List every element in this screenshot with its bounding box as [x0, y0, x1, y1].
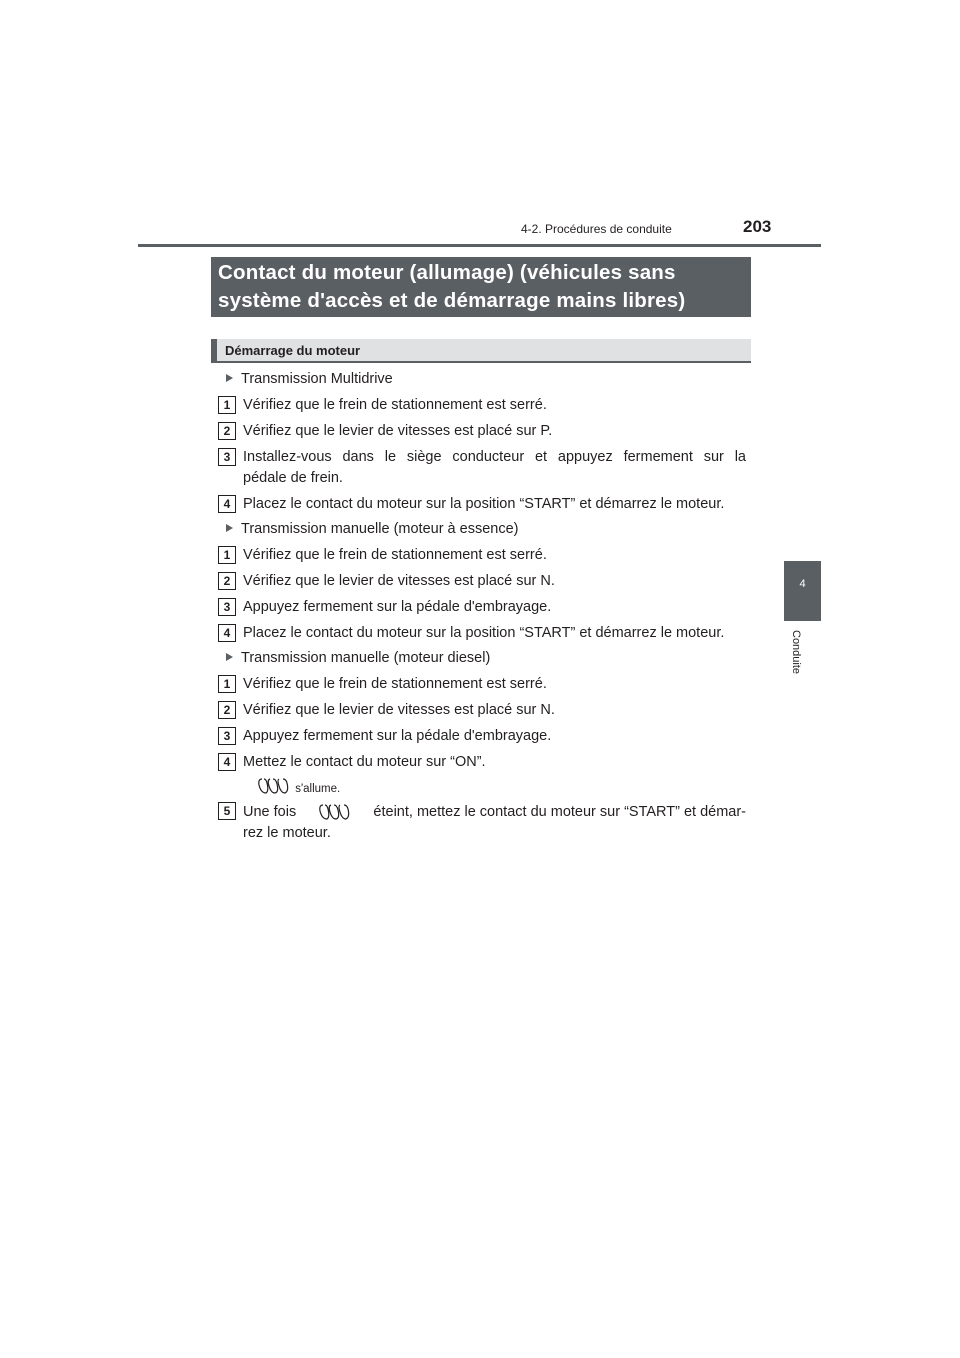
step-number: 1	[218, 396, 236, 414]
step-text-continued: pédale de frein.	[243, 470, 343, 486]
step-number: 1	[218, 675, 236, 693]
step-text: Appuyez fermement sur la pédale d'embrayage.	[243, 599, 552, 615]
subheading	[211, 339, 751, 363]
step-number: 4	[218, 753, 236, 771]
step-text: Vérifiez que le levier de vitesses est placé sur P.	[243, 423, 553, 439]
page-title-line2: système d'accès et de démarrage mains libres)	[218, 289, 686, 312]
section-heading: Transmission Multidrive	[226, 371, 393, 387]
step-text: Vérifiez que le levier de vitesses est placé sur N.	[243, 573, 555, 589]
step-number: 3	[218, 598, 236, 616]
step-number: 5	[218, 802, 236, 820]
step-number: 2	[218, 422, 236, 440]
chapter-label: Conduite	[790, 630, 802, 675]
step-text: Placez le contact du moteur sur la position “START” et démarrez le moteur.	[243, 625, 725, 641]
page-title-line1: Contact du moteur (allumage) (véhicules sans	[218, 261, 676, 284]
step-text-continued: rez le moteur.	[243, 825, 331, 841]
step-text: Mettez le contact du moteur sur “ON”.	[243, 754, 486, 770]
page-number: 203	[743, 217, 772, 236]
step-text: Une fois éteint, mettez le contact du moteur sur “START” et démar-	[243, 804, 746, 820]
glow-plug-indicator-icon	[256, 777, 292, 795]
subheading-bar	[211, 339, 217, 363]
step-text: Vérifiez que le frein de stationnement est serré.	[243, 397, 547, 413]
running-header-section: 4-2. Procédures de conduite	[521, 222, 672, 236]
section-heading: Transmission manuelle (moteur à essence)	[226, 521, 519, 537]
step-text: Placez le contact du moteur sur la position “START” et démarrez le moteur.	[243, 496, 725, 512]
step-number: 2	[218, 572, 236, 590]
step-number: 3	[218, 448, 236, 466]
step-text: Installez-vous dans le siège conducteur et appuyez fermement sur la	[243, 449, 746, 465]
page-title	[211, 257, 751, 317]
step-text: Vérifiez que le frein de stationnement est serré.	[243, 547, 547, 563]
header-rule	[138, 244, 821, 247]
indicator-note	[256, 777, 340, 795]
chapter-tab: 4	[784, 561, 821, 621]
indicator-note-text: s'allume.	[295, 783, 341, 795]
step-text: Vérifiez que le levier de vitesses est placé sur N.	[243, 702, 555, 718]
step-number: 3	[218, 727, 236, 745]
step-number: 1	[218, 546, 236, 564]
triangle-bullet-icon	[226, 374, 233, 382]
step-text: Vérifiez que le frein de stationnement est serré.	[243, 676, 547, 692]
subheading-text: Démarrage du moteur	[225, 343, 361, 358]
step-number: 4	[218, 624, 236, 642]
triangle-bullet-icon	[226, 653, 233, 661]
glow-plug-indicator-icon	[317, 803, 353, 821]
step-text: Appuyez fermement sur la pédale d'embrayage.	[243, 728, 552, 744]
step-number: 2	[218, 701, 236, 719]
section-heading: Transmission manuelle (moteur diesel)	[226, 650, 490, 666]
step-number: 4	[218, 495, 236, 513]
triangle-bullet-icon	[226, 524, 233, 532]
